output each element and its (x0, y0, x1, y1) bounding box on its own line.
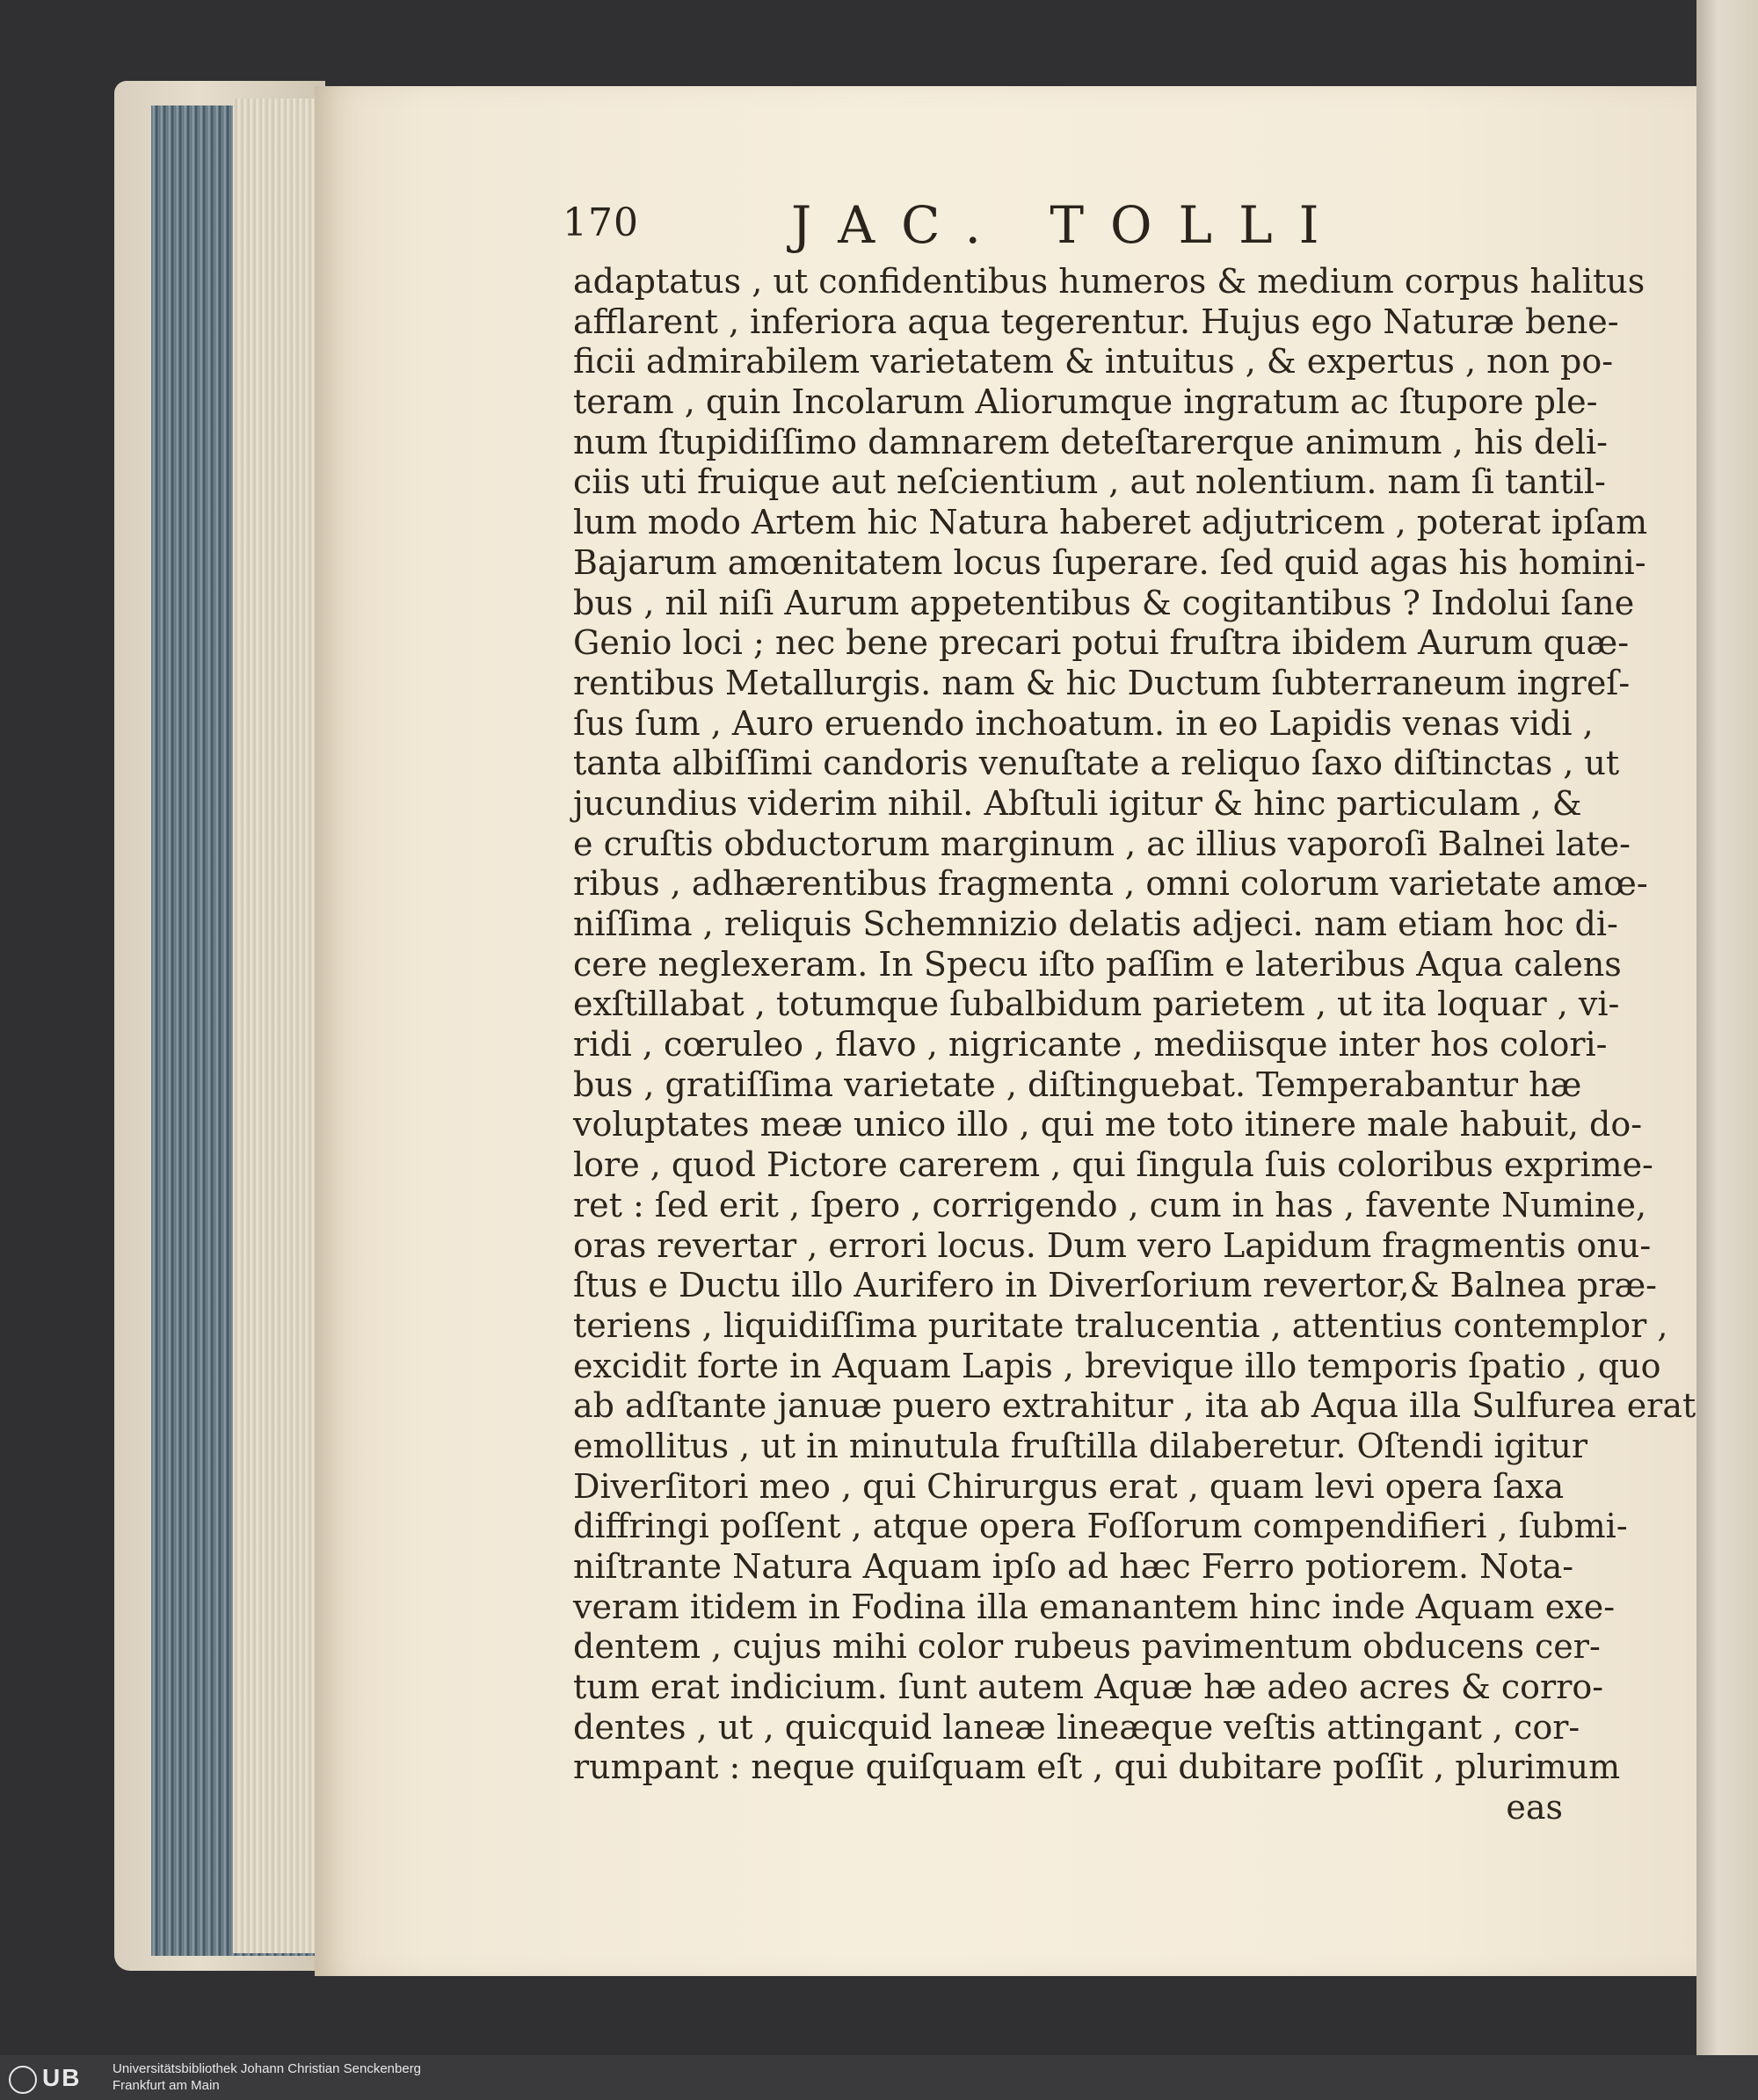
text-line: lum modo Artem hic Natura haberet adjutricem , poterat ipſam (573, 503, 1648, 542)
body-text (573, 262, 1696, 1828)
library-logo[interactable]: UB (9, 2064, 105, 2092)
text-line: excidit forte in Aquam Lapis , brevique illo temporis ſpatio , quo (573, 1346, 1661, 1385)
text-line: dentes , ut , quicquid laneæ lineæque veſtis attingant , cor- (573, 1707, 1580, 1747)
text-line: ciis uti fruique aut neſcientium , aut nolentium. nam ſi tantil- (573, 462, 1606, 502)
text-line: ribus , adhærentibus fragmenta , omni colorum varietate amœ- (573, 864, 1648, 904)
text-line: lore , quod Pictore carerem , qui ſingula ſuis coloribus exprime- (573, 1145, 1653, 1185)
page-edges-light (233, 98, 321, 1953)
text-line: exſtillabat , totumque ſubalbidum parietem , ut ita loquar , vi- (573, 985, 1620, 1024)
text-line: rumpant : neque quiſquam eſt , qui dubitare poſſit , plurimum (573, 1748, 1621, 1787)
footer-bar (0, 2055, 1758, 2100)
text-line: niſſima , reliquis Schemnizio delatis adjeci. nam etiam hoc di- (573, 905, 1618, 943)
text-line: ficii admirabilem varietatem & intuitus , & expertus , non po- (573, 342, 1614, 381)
text-line: adaptatus , ut confidentibus humeros & medium corpus halitus (573, 262, 1645, 301)
text-line: teriens , liquidiſſima puritate tralucentia , attentius contemplor , (573, 1305, 1668, 1345)
institution-name: Universitätsbibliothek Johann Christian Senckenberg Frankfurt am Main (113, 2061, 422, 2093)
text-line: voluptates meæ unico illo , qui me toto itinere male habuit, do- (573, 1105, 1643, 1144)
text-line: afflarent , inferiora aqua tegerentur. Hujus ego Naturæ bene- (573, 302, 1619, 341)
text-line: ab adſtante januæ puero extrahitur , ita ab Aqua illa Sulfurea erat (573, 1386, 1696, 1426)
text-line: emollitus , ut in minutula fruſtilla dilaberetur. Oſtendi igitur (573, 1426, 1588, 1465)
text-line: ridi , cœruleo , flavo , nigricante , mediisque inter hos colori- (573, 1025, 1608, 1065)
text-line: cere neglexeram. In Specu iſto paſſim e lateribus Aqua calens (573, 944, 1622, 984)
text-line: tanta albiſſimi candoris venuſtate a reliquo ſaxo diſtinctas , ut (573, 744, 1620, 783)
text-line: Bajarum amœnitatem locus ſuperare. ſed quid agas his homini- (573, 542, 1646, 582)
text-line: jucundius viderim nihil. Abſtuli igitur & hinc particulam , & (573, 783, 1582, 823)
text-line: ret : ſed erit , ſpero , corrigendo , cum in has , favente Numine, (573, 1185, 1647, 1224)
text-line: bus , nil niſi Aurum appetentibus & cogitantibus ? Indolui ſane (573, 583, 1635, 622)
running-title: JAC. TOLLI (791, 195, 1346, 255)
catchword: eas (1506, 1788, 1563, 1828)
text-line: diffringi poſſent , atque opera Foſſorum compendifieri , ſubmi- (573, 1507, 1628, 1546)
text-line: rentibus Metallurgis. nam & hic Ductum ſubterraneum ingreſ- (573, 663, 1631, 702)
text-line: tum erat indicium. ſunt autem Aquæ hæ adeo acres & corro- (573, 1668, 1604, 1707)
text-line: ſus ſum , Auro eruendo inchoatum. in eo Lapidis venas vidi , (573, 703, 1594, 743)
text-line: teram , quin Incolarum Aliorumque ingratum ac ſtupore ple- (573, 382, 1598, 422)
text-line: num ſtupidiſſimo damnarem deteſtarerque animum , his deli- (573, 422, 1608, 461)
text-line: Genio loci ; nec bene precari potui fruſtra ibidem Aurum quæ- (573, 623, 1630, 663)
page-header (563, 195, 1565, 255)
text-line: e cruſtis obductorum marginum , ac illius vaporoſi Balnei late- (573, 824, 1631, 863)
text-line: bus , gratiſſima varietate , diſtinguebat. Temperabantur hæ (573, 1065, 1582, 1104)
text-line: niſtrante Natura Aquam ipſo ad hæc Ferro potiorem. Nota- (573, 1547, 1574, 1586)
text-line: ſtus e Ductu illo Aurifero in Diverſorium revertor,& Balnea præ- (573, 1266, 1657, 1305)
text-line: dentem , cujus mihi color rubeus pavimentum obducens cer- (573, 1627, 1601, 1667)
text-line: veram itidem in Fodina illa emanantem hinc inde Aquam exe- (573, 1587, 1616, 1626)
emblem-icon (9, 2066, 37, 2094)
text-line: oras revertar , errori locus. Dum vero Lapidum fragmentis onu- (573, 1225, 1652, 1265)
facing-page-edge (1696, 0, 1758, 2055)
text-line: Diverſitori meo , qui Chirurgus erat , quam levi opera ſaxa (573, 1466, 1565, 1506)
page-number: 170 (563, 200, 639, 245)
